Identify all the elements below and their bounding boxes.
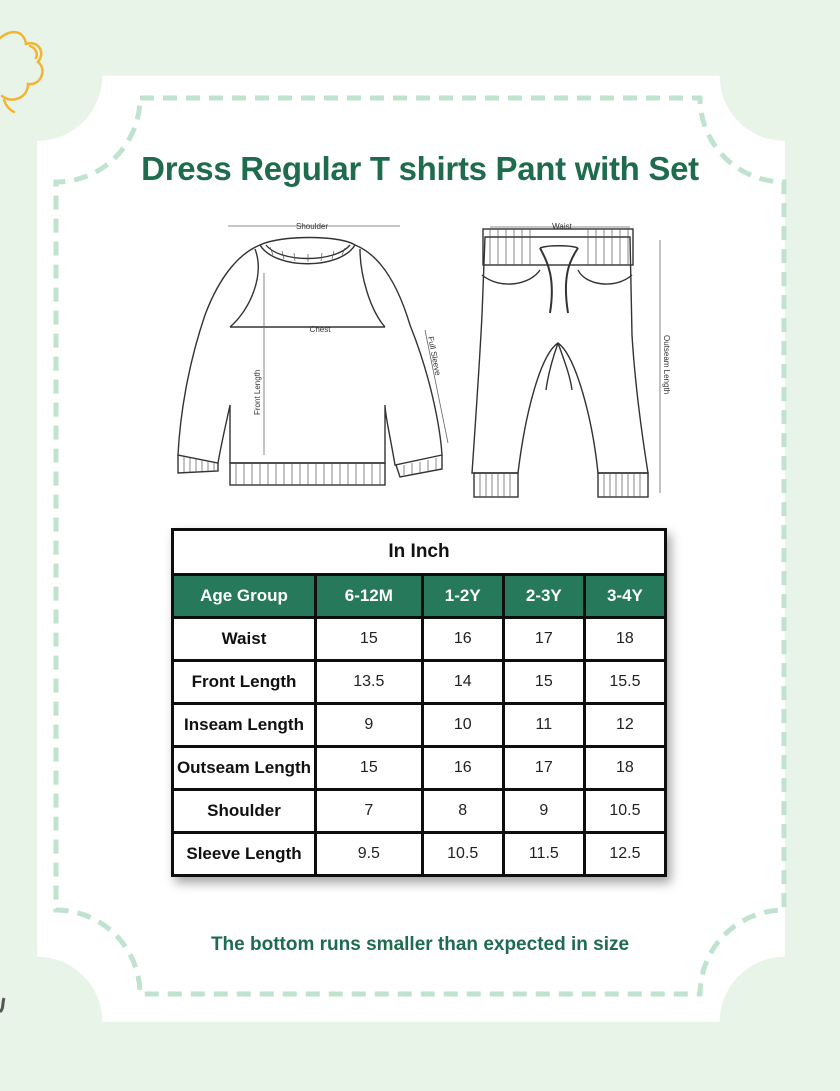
- table-cell: 15: [503, 661, 584, 704]
- table-cell: 7: [316, 790, 423, 833]
- age-group-header: Age Group: [173, 575, 316, 618]
- unit-label: In Inch: [173, 530, 666, 575]
- table-cell: 10: [422, 704, 503, 747]
- table-cell: 12.5: [584, 833, 665, 876]
- table-cell: 16: [422, 747, 503, 790]
- outseam-measure-label: Outseam Length: [662, 335, 671, 395]
- table-cell: 11.5: [503, 833, 584, 876]
- chest-measure-label: Chest: [309, 325, 331, 334]
- table-row: [173, 704, 666, 747]
- column-header: 6-12M: [316, 575, 423, 618]
- table-row: [173, 661, 666, 704]
- row-label: Waist: [173, 618, 316, 661]
- row-label: Inseam Length: [173, 704, 316, 747]
- table-cell: 12: [584, 704, 665, 747]
- front-length-measure-label: Front Length: [253, 369, 262, 415]
- shoulder-measure-label: Shoulder: [295, 222, 329, 231]
- column-header: 3-4Y: [584, 575, 665, 618]
- table-cell: 10.5: [422, 833, 503, 876]
- garment-illustration: [170, 215, 670, 505]
- table-cell: 17: [503, 618, 584, 661]
- column-header: 1-2Y: [422, 575, 503, 618]
- waist-measure-label: Waist: [552, 222, 572, 231]
- pants-diagram: [472, 227, 660, 497]
- table-cell: 9: [316, 704, 423, 747]
- row-label: Outseam Length: [173, 747, 316, 790]
- table-row: [173, 833, 666, 876]
- table-cell: 18: [584, 747, 665, 790]
- column-header: 2-3Y: [503, 575, 584, 618]
- table-cell: 8: [422, 790, 503, 833]
- row-label: Front Length: [173, 661, 316, 704]
- ink-mark: [0, 998, 4, 1012]
- table-cell: 15: [316, 618, 423, 661]
- page-title: Dress Regular T shirts Pant with Set: [141, 150, 699, 187]
- table-cell: 9.5: [316, 833, 423, 876]
- table-cell: 13.5: [316, 661, 423, 704]
- table-cell: 11: [503, 704, 584, 747]
- sizing-note: The bottom runs smaller than expected in size: [210, 934, 630, 955]
- table-row: [173, 747, 666, 790]
- table-cell: 16: [422, 618, 503, 661]
- sweatshirt-diagram: [178, 226, 448, 485]
- table-cell: 15.5: [584, 661, 665, 704]
- table-row: [173, 618, 666, 661]
- size-chart-table: [171, 528, 667, 877]
- table-cell: 14: [422, 661, 503, 704]
- unit-row: [173, 530, 666, 575]
- table-row: [173, 790, 666, 833]
- table-cell: 18: [584, 618, 665, 661]
- row-label: Sleeve Length: [173, 833, 316, 876]
- table-cell: 15: [316, 747, 423, 790]
- header-row: [173, 575, 666, 618]
- table-cell: 9: [503, 790, 584, 833]
- full-sleeve-measure-label: Full Sleeve: [426, 335, 443, 377]
- cloud-doodle-icon: [0, 32, 43, 112]
- row-label: Shoulder: [173, 790, 316, 833]
- table-cell: 10.5: [584, 790, 665, 833]
- table-cell: 17: [503, 747, 584, 790]
